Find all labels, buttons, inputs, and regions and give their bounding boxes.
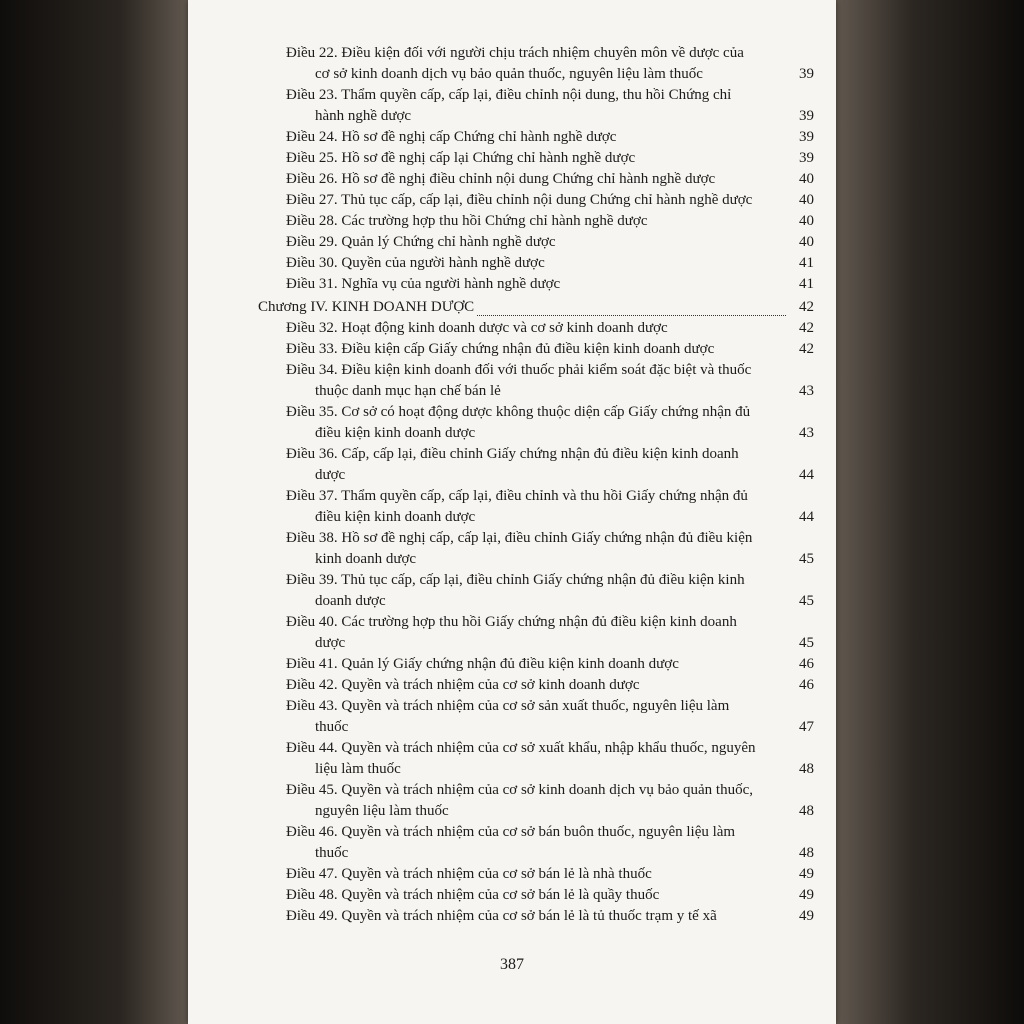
toc-entry [188,191,836,212]
toc-entry-text: Thủ tục cấp, cấp lại, điều chỉnh nội dung Chứng chỉ hành nghề dược [341,192,753,208]
toc-entry [188,676,836,697]
toc-entry-text: Quyền và trách nhiệm của cơ sở bán lẻ là nhà thuốc [341,866,652,882]
toc-entry-text: Quyền của người hành nghề dược [341,255,545,271]
toc-entry-text: Thẩm quyền cấp, cấp lại, điều chỉnh nội dung, thu hồi Chứng chỉ [341,87,732,103]
toc-entry-page: 49 [799,908,814,924]
toc-entry-label: Điều 25. [286,150,338,166]
toc-entry-title [286,571,776,590]
toc-entry-page: 44 [799,467,814,483]
toc-entry-page: 41 [799,255,814,271]
toc-entry [188,233,836,254]
toc-entry-label: Điều 33. [286,341,338,357]
toc-entry-label: Điều 46. [286,824,338,840]
toc-entry-title [286,655,776,674]
toc-entry-text: Hồ sơ đề nghị cấp lại Chứng chỉ hành nghề dược [341,150,636,166]
toc-entry-text: Điều kiện đối với người chịu trách nhiệm chuyên môn về dược của [341,45,744,61]
toc-entry-title [286,613,776,632]
toc-entry-label: Điều 37. [286,488,338,504]
toc-entry-title-continued: nguyên liệu làm thuốc [315,803,449,819]
toc-entry-label: Điều 24. [286,129,338,145]
toc-entry-title-continued: doanh dược [315,593,386,609]
toc-entry-page: 40 [799,171,814,187]
toc-entry-label: Điều 28. [286,213,338,229]
toc-entry-page: 43 [799,383,814,399]
toc-entry-page: 48 [799,845,814,861]
toc-entry-title [286,886,776,905]
toc-entry-page: 46 [799,656,814,672]
toc-entry-title-continued: điều kiện kinh doanh dược [315,509,476,525]
toc-entry [188,319,836,340]
toc-entry-page: 42 [799,341,814,357]
book-page [188,0,836,1024]
toc-entry-page: 40 [799,234,814,250]
toc-entry-page: 39 [799,129,814,145]
toc-entry-page: 39 [799,150,814,166]
toc-entry [188,403,836,445]
toc-entry-title [286,319,776,338]
toc-entry [188,212,836,233]
toc-entry [188,275,836,296]
toc-entry-title [286,487,776,506]
toc-entry-text: Quyền và trách nhiệm của cơ sở kinh doanh dịch vụ bảo quản thuốc, [341,782,754,798]
toc-entry-page: 40 [799,213,814,229]
toc-entry-title [286,86,776,105]
toc-entry-text: Quyền và trách nhiệm của cơ sở bán lẻ là tủ thuốc trạm y tế xã [341,908,717,924]
toc-entry-label: Điều 30. [286,255,338,271]
toc-entry-title-continued: thuốc [315,719,349,735]
toc-entry-label: Điều 49. [286,908,338,924]
toc-entry-label: Điều 44. [286,740,338,756]
toc-chapter [188,298,836,319]
toc-entry-text: Các trường hợp thu hồi Chứng chỉ hành nghề dược [341,213,648,229]
toc-entry-page: 46 [799,677,814,693]
toc-entry [188,823,836,865]
toc-entry-title [286,739,776,758]
toc-entry [188,445,836,487]
toc-entry-label: Điều 45. [286,782,338,798]
toc-entry [188,739,836,781]
toc-entry-title [286,212,776,231]
toc-entry-text: Hồ sơ đề nghị cấp Chứng chỉ hành nghề dược [341,129,617,145]
toc-entry [188,487,836,529]
toc-chapter-title: Chương IV. KINH DOANH DƯỢC [258,299,475,315]
toc-entry-title [286,865,776,884]
toc-entry-label: Điều 43. [286,698,338,714]
toc-entry [188,254,836,275]
toc-entry-page: 39 [799,108,814,124]
toc-entry-label: Điều 22. [286,45,338,61]
toc-entry [188,529,836,571]
toc-entry-page: 44 [799,509,814,525]
toc-entry [188,149,836,170]
toc-entry [188,865,836,886]
toc-entry-label: Điều 36. [286,446,338,462]
toc-entry [188,886,836,907]
toc-entry-page: 40 [799,192,814,208]
toc-entry-page: 45 [799,635,814,651]
backdrop-right [824,0,1024,1024]
toc-entry-text: Hồ sơ đề nghị điều chỉnh nội dung Chứng chỉ hành nghề dược [341,171,716,187]
toc-entry-page: 43 [799,425,814,441]
backdrop-left [0,0,200,1024]
toc-entry-page: 49 [799,887,814,903]
toc-entry [188,128,836,149]
toc-entry-label: Điều 29. [286,234,338,250]
toc-entry-title-continued: điều kiện kinh doanh dược [315,425,476,441]
toc-entry-title-continued: cơ sở kinh doanh dịch vụ bảo quản thuốc, nguyên liệu làm thuốc [315,66,703,82]
toc-entry [188,340,836,361]
toc-entry [188,613,836,655]
toc-entry-page: 48 [799,761,814,777]
toc-entry-title-continued: dược [315,467,346,483]
toc-entry-text: Hồ sơ đề nghị cấp, cấp lại, điều chỉnh Giấy chứng nhận đủ điều kiện [341,530,753,546]
toc-entry-title [286,340,776,359]
toc-entry-page: 42 [799,320,814,336]
toc-entry-title [286,907,776,926]
toc-entry-title [286,403,776,422]
toc-entry-label: Điều 31. [286,276,338,292]
toc-entry-label: Điều 32. [286,320,338,336]
toc-entry-title [286,149,776,168]
toc-entry-title [286,781,776,800]
toc-entry-label: Điều 48. [286,887,338,903]
toc-entry-title [286,823,776,842]
toc-entry-title [286,128,776,147]
page-number: 387 [500,956,524,973]
toc-entry-text: Thẩm quyền cấp, cấp lại, điều chỉnh và thu hồi Giấy chứng nhận đủ [341,488,748,504]
toc-entry-page: 41 [799,276,814,292]
toc-entry-text: Điều kiện cấp Giấy chứng nhận đủ điều kiện kinh doanh dược [341,341,715,357]
toc-entry-text: Cấp, cấp lại, điều chỉnh Giấy chứng nhận đủ điều kiện kinh doanh [341,446,739,462]
toc-entry-page: 45 [799,593,814,609]
toc-entry-label: Điều 40. [286,614,338,630]
toc-entry-title [286,529,776,548]
toc-entry-text: Quyền và trách nhiệm của cơ sở bán buôn thuốc, nguyên liệu làm [341,824,736,840]
toc-entry-title [286,697,776,716]
toc-entry-text: Hoạt động kinh doanh dược và cơ sở kinh doanh dược [341,320,668,336]
toc-entry-title [286,44,776,63]
toc-entry [188,86,836,128]
toc-entry-text: Quyền và trách nhiệm của cơ sở bán lẻ là quầy thuốc [341,887,660,903]
toc-entry [188,655,836,676]
toc-entry-label: Điều 39. [286,572,338,588]
toc-entry-text: Nghĩa vụ của người hành nghề dược [341,276,561,292]
toc-entry-title [286,361,776,380]
toc-entry-title-continued: thuộc danh mục hạn chế bán lẻ [315,383,501,399]
toc-entry-label: Điều 47. [286,866,338,882]
toc-entry [188,361,836,403]
toc-entry [188,170,836,191]
toc-entry-title [286,191,776,210]
toc-entry-title [286,676,776,695]
toc-entry-text: Các trường hợp thu hồi Giấy chứng nhận đủ điều kiện kinh doanh [341,614,737,630]
toc-entry-page: 45 [799,551,814,567]
toc-entry-label: Điều 38. [286,530,338,546]
toc-entry-text: Quyền và trách nhiệm của cơ sở kinh doanh dược [341,677,640,693]
toc-entry-label: Điều 27. [286,192,338,208]
toc-entry-label: Điều 26. [286,171,338,187]
toc-entry [188,781,836,823]
toc-entry-label: Điều 34. [286,362,338,378]
toc-entry-text: Quyền và trách nhiệm của cơ sở sản xuất thuốc, nguyên liệu làm [341,698,730,714]
toc-entry-title-continued: kinh doanh dược [315,551,417,567]
toc-entry-title-continued: hành nghề dược [315,108,412,124]
toc-entry-title-continued: liệu làm thuốc [315,761,401,777]
toc-entry-title [286,275,776,294]
table-of-contents [188,0,836,1024]
toc-entry-title [286,445,776,464]
toc-entry-label: Điều 35. [286,404,338,420]
toc-entry [188,907,836,928]
toc-entry-page: 47 [799,719,814,735]
toc-entry-page: 39 [799,66,814,82]
toc-entry [188,571,836,613]
toc-entry-page: 48 [799,803,814,819]
toc-entry-label: Điều 41. [286,656,338,672]
toc-entry [188,44,836,86]
toc-entry-text: Thủ tục cấp, cấp lại, điều chỉnh Giấy chứng nhận đủ điều kiện kinh [341,572,745,588]
toc-entry-text: Quyền và trách nhiệm của cơ sở xuất khẩu, nhập khẩu thuốc, nguyên [341,740,756,756]
toc-entry-title-continued: dược [315,635,346,651]
toc-entry-page: 49 [799,866,814,882]
toc-entry-title-continued: thuốc [315,845,349,861]
toc-entry-title [286,233,776,252]
toc-entry-text: Quản lý Giấy chứng nhận đủ điều kiện kinh doanh dược [341,656,679,672]
toc-entry [188,697,836,739]
toc-entry-title [286,254,776,273]
toc-entry-text: Cơ sở có hoạt động dược không thuộc diện cấp Giấy chứng nhận đủ [341,404,751,420]
toc-entry-label: Điều 23. [286,87,338,103]
toc-entry-label: Điều 42. [286,677,338,693]
toc-entry-text: Quản lý Chứng chỉ hành nghề dược [341,234,556,250]
toc-chapter-page: 42 [799,299,814,315]
toc-entry-title [286,170,776,189]
toc-entry-text: Điều kiện kinh doanh đối với thuốc phải kiểm soát đặc biệt và thuốc [341,362,752,378]
